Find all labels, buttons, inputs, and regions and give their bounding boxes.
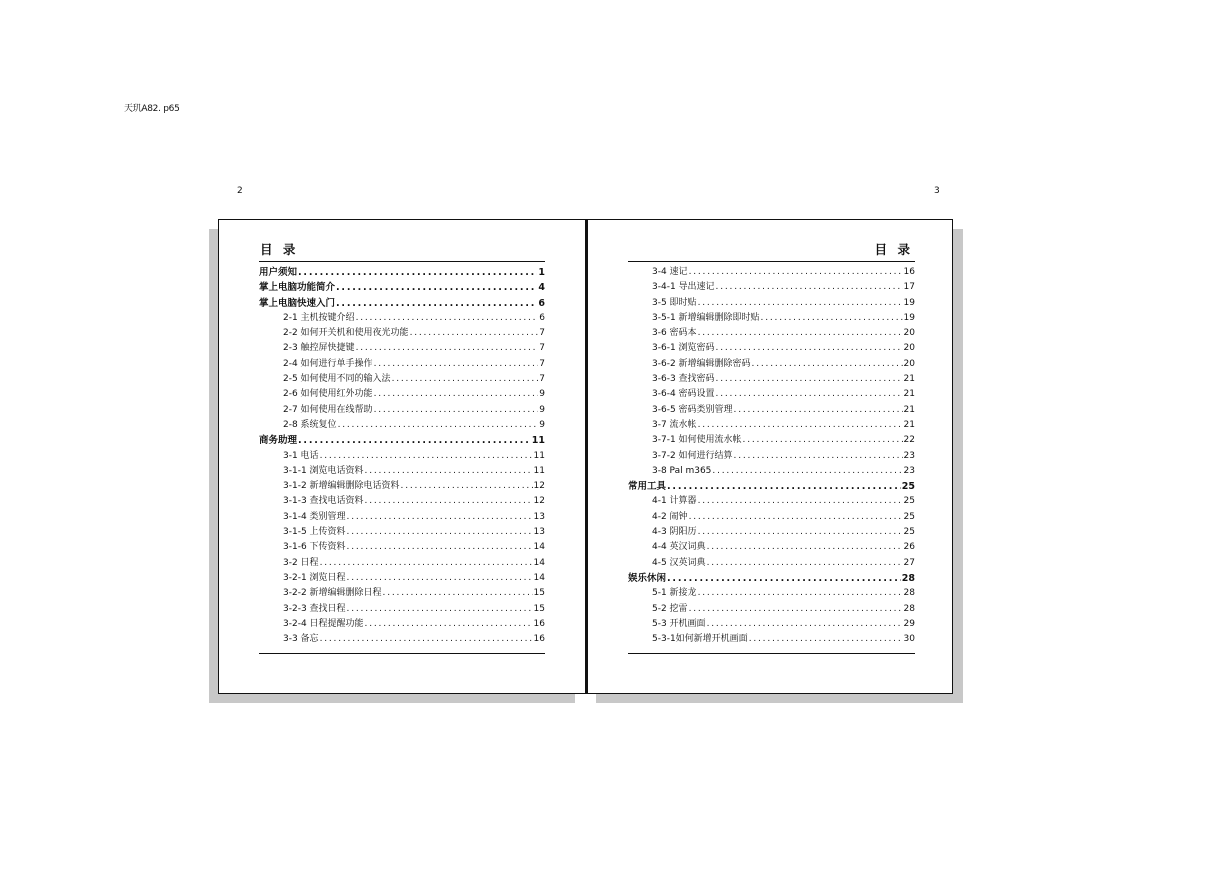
- dot-leader: [401, 479, 533, 494]
- toc-entry-page: 7: [539, 343, 545, 354]
- toc-entry-title: 3-1-3 查找电话资料: [283, 496, 364, 507]
- toc-entry[interactable]: [259, 632, 545, 647]
- toc-entry-title: 5-3-1如何新增开机画面: [652, 634, 748, 645]
- file-name-label: 天玑A82. p65: [124, 104, 180, 114]
- toc-entry-title: 2-2 如何开关机和使用夜光功能: [283, 328, 409, 339]
- toc-entry[interactable]: [259, 525, 545, 540]
- toc-entry[interactable]: [628, 357, 915, 372]
- toc-entry[interactable]: [628, 403, 915, 418]
- toc-entry-page: 23: [903, 465, 915, 476]
- toc-entry-page: 13: [533, 527, 545, 538]
- toc-entry[interactable]: [628, 586, 915, 601]
- toc-entry-page: 14: [533, 557, 545, 568]
- toc-entry[interactable]: [259, 265, 545, 280]
- toc-entry[interactable]: [628, 556, 915, 571]
- dot-leader: [374, 387, 539, 402]
- toc-entry[interactable]: [259, 311, 545, 326]
- toc-entry[interactable]: [259, 602, 545, 617]
- toc-entry-page: 14: [533, 572, 545, 583]
- toc-entry[interactable]: [628, 494, 915, 509]
- dot-leader: [707, 617, 903, 632]
- toc-entry[interactable]: [259, 387, 545, 402]
- dot-leader: [356, 341, 539, 356]
- toc-entry[interactable]: [628, 341, 915, 356]
- dot-leader: [347, 602, 533, 617]
- toc-entry-title: 2-5 如何使用不同的输入法: [283, 374, 391, 385]
- toc-entry[interactable]: [259, 341, 545, 356]
- toc-entry-title: 3-7-1 如何使用流水帐: [652, 435, 742, 446]
- toc-entry-title: 3-6-1 浏览密码: [652, 343, 715, 354]
- toc-entry-page: 11: [533, 450, 545, 461]
- toc-entry-page: 16: [533, 618, 545, 629]
- toc-entry-title: 商务助理: [259, 435, 298, 447]
- toc-entry-page: 12: [533, 481, 545, 492]
- toc-entry-page: 25: [901, 481, 915, 493]
- dot-leader: [734, 449, 903, 464]
- toc-entry-title: 5-2 挖雷: [652, 603, 688, 614]
- dot-leader: [383, 586, 533, 601]
- toc-entry-title: 3-2 日程: [283, 557, 319, 568]
- footer-rule: [628, 653, 915, 654]
- toc-entry-page: 22: [903, 435, 915, 446]
- toc-entry-title: 3-6-2 新增编辑删除密码: [652, 358, 751, 369]
- toc-entry[interactable]: [259, 586, 545, 601]
- right-page-number: 3: [934, 186, 940, 196]
- toc-entry-title: 3-6-3 查找密码: [652, 374, 715, 385]
- toc-entry-page: 23: [903, 450, 915, 461]
- toc-entry-page: 11: [531, 435, 545, 447]
- toc-entry-title: 2-7 如何使用在线帮助: [283, 404, 373, 415]
- toc-entry[interactable]: [628, 540, 915, 555]
- toc-entry[interactable]: [259, 617, 545, 632]
- toc-entry-page: 26: [903, 542, 915, 553]
- toc-entry-page: 21: [903, 374, 915, 385]
- toc-entry-page: 29: [903, 618, 915, 629]
- toc-entry-title: 3-6-4 密码设置: [652, 389, 715, 400]
- dot-leader: [761, 311, 903, 326]
- toc-entry-page: 21: [903, 419, 915, 430]
- dot-leader: [698, 418, 903, 433]
- toc-entry-page: 20: [903, 328, 915, 339]
- toc-entry-title: 3-5 即时贴: [652, 297, 697, 308]
- toc-entry-title: 3-3 备忘: [283, 634, 319, 645]
- dot-leader: [336, 280, 537, 295]
- toc-entry[interactable]: [259, 296, 545, 311]
- toc-entry-page: 12: [533, 496, 545, 507]
- toc-entry[interactable]: [628, 265, 915, 280]
- toc-entry-page: 6: [538, 297, 545, 309]
- left-page: [218, 219, 586, 694]
- toc-entry-title: 3-6 密码本: [652, 328, 697, 339]
- dot-leader: [734, 403, 903, 418]
- left-page-number: 2: [237, 186, 243, 196]
- toc-entry-page: 28: [901, 572, 915, 584]
- toc-entry-title: 2-4 如何进行单手操作: [283, 358, 373, 369]
- toc-entry-title: 3-4 速记: [652, 267, 688, 277]
- toc-entry-page: 15: [533, 603, 545, 614]
- toc-entry-title: 掌上电脑快速入门: [259, 297, 336, 309]
- heading-rule: [259, 261, 545, 262]
- toc-entry-page: 19: [903, 297, 915, 308]
- toc-list: [259, 265, 545, 647]
- toc-entry-page: 28: [903, 603, 915, 614]
- toc-entry[interactable]: [628, 617, 915, 632]
- toc-entry-title: 3-7-2 如何进行结算: [652, 450, 733, 461]
- dot-leader: [347, 571, 533, 586]
- dot-leader: [347, 540, 533, 555]
- dot-leader: [698, 494, 903, 509]
- toc-entry-title: 3-1-5 上传资料: [283, 527, 346, 538]
- dot-leader: [707, 540, 903, 555]
- toc-entry[interactable]: [628, 510, 915, 525]
- dot-leader: [716, 341, 903, 356]
- dot-leader: [743, 433, 903, 448]
- toc-entry[interactable]: [259, 326, 545, 341]
- dot-leader: [698, 296, 903, 311]
- toc-entry[interactable]: [628, 387, 915, 402]
- toc-entry[interactable]: [628, 449, 915, 464]
- toc-entry[interactable]: [628, 326, 915, 341]
- dot-leader: [356, 311, 539, 326]
- toc-entry-page: 21: [903, 389, 915, 400]
- toc-entry-page: 7: [539, 328, 545, 339]
- dot-leader: [320, 449, 533, 464]
- toc-entry-title: 娱乐休闲: [628, 572, 667, 584]
- toc-entry-title: 3-1-6 下传资料: [283, 542, 346, 553]
- toc-entry-page: 1: [538, 267, 545, 278]
- toc-entry-title: 5-3 开机画面: [652, 618, 706, 629]
- dot-leader: [298, 265, 537, 280]
- dot-leader: [689, 602, 903, 617]
- heading-rule: [628, 261, 915, 262]
- toc-entry[interactable]: [259, 433, 545, 448]
- toc-entry-title: 3-2-2 新增编辑删除日程: [283, 588, 382, 599]
- toc-entry-page: 9: [539, 419, 545, 430]
- dot-leader: [716, 387, 903, 402]
- toc-entry-page: 9: [539, 389, 545, 400]
- toc-entry[interactable]: [259, 540, 545, 555]
- right-page: [586, 219, 953, 694]
- toc-entry-title: 3-4-1 导出速记: [652, 282, 715, 293]
- dot-leader: [365, 464, 533, 479]
- toc-entry-page: 15: [533, 588, 545, 599]
- toc-entry-title: 3-5-1 新增编辑删除即时贴: [652, 312, 760, 323]
- toc-entry-page: 27: [903, 557, 915, 568]
- toc-entry-page: 4: [538, 282, 545, 294]
- toc-entry-page: 17: [903, 282, 915, 293]
- toc-entry-title: 4-1 计算器: [652, 496, 697, 507]
- toc-entry[interactable]: [259, 464, 545, 479]
- toc-entry-title: 3-2-4 日程提醒功能: [283, 618, 364, 629]
- toc-heading: 目 录: [260, 242, 299, 257]
- toc-entry-title: 3-1 电话: [283, 450, 319, 461]
- toc-entry-title: 2-1 主机按键介绍: [283, 312, 355, 323]
- dot-leader: [712, 464, 902, 479]
- toc-entry-title: 5-1 新接龙: [652, 588, 697, 599]
- dot-leader: [320, 632, 533, 647]
- toc-entry-page: 21: [903, 404, 915, 415]
- toc-entry[interactable]: [628, 311, 915, 326]
- toc-entry-page: 14: [533, 542, 545, 553]
- toc-entry-page: 11: [533, 465, 545, 476]
- toc-entry-title: 2-6 如何使用红外功能: [283, 389, 373, 400]
- toc-entry[interactable]: [259, 510, 545, 525]
- toc-entry[interactable]: [259, 449, 545, 464]
- toc-entry[interactable]: [628, 602, 915, 617]
- dot-leader: [698, 525, 903, 540]
- toc-entry-title: 3-1-2 新增编辑删除电话资料: [283, 481, 400, 492]
- dot-leader: [698, 326, 903, 341]
- toc-entry[interactable]: [259, 418, 545, 433]
- dot-leader: [689, 265, 903, 280]
- toc-entry-page: 7: [539, 374, 545, 385]
- toc-entry-title: 掌上电脑功能简介: [259, 282, 336, 294]
- toc-entry-page: 20: [903, 358, 915, 369]
- dot-leader: [749, 632, 903, 647]
- toc-entry-title: 2-8 系统复位: [283, 419, 337, 430]
- toc-entry[interactable]: [259, 479, 545, 494]
- toc-entry-page: 25: [903, 527, 915, 538]
- dot-leader: [298, 433, 531, 448]
- dot-leader: [667, 571, 901, 586]
- toc-entry-page: 25: [903, 496, 915, 507]
- toc-entry-page: 6: [539, 312, 545, 323]
- toc-entry[interactable]: [628, 280, 915, 295]
- dot-leader: [689, 510, 903, 525]
- toc-entry-page: 28: [903, 588, 915, 599]
- toc-entry-title: 常用工具: [628, 481, 667, 493]
- toc-entry-title: 3-1-1 浏览电话资料: [283, 465, 364, 476]
- toc-entry-page: 30: [903, 634, 915, 645]
- dot-leader: [336, 296, 537, 311]
- toc-entry-page: 19: [903, 312, 915, 323]
- toc-entry[interactable]: [259, 571, 545, 586]
- dot-leader: [752, 357, 903, 372]
- toc-entry[interactable]: [628, 464, 915, 479]
- dot-leader: [392, 372, 539, 387]
- toc-entry[interactable]: [628, 632, 915, 647]
- toc-entry-title: 3-6-5 密码类别管理: [652, 404, 733, 415]
- toc-entry-title: 3-8 Pal m365: [652, 465, 712, 476]
- dot-leader: [365, 617, 533, 632]
- dot-leader: [320, 556, 533, 571]
- toc-entry-title: 3-2-3 查找日程: [283, 603, 346, 614]
- toc-entry[interactable]: [628, 525, 915, 540]
- toc-entry-title: 4-4 英汉词典: [652, 542, 706, 553]
- toc-entry-title: 4-5 汉英词典: [652, 557, 706, 568]
- dot-leader: [667, 479, 901, 494]
- toc-entry-page: 20: [903, 343, 915, 354]
- toc-entry-title: 用户须知: [259, 267, 298, 278]
- toc-entry-title: 4-3 阴阳历: [652, 527, 697, 538]
- toc-entry[interactable]: [628, 296, 915, 311]
- dot-leader: [707, 556, 903, 571]
- toc-entry[interactable]: [259, 494, 545, 509]
- dot-leader: [716, 372, 903, 387]
- dot-leader: [716, 280, 903, 295]
- toc-entry-page: 7: [539, 358, 545, 369]
- toc-entry-page: 16: [903, 267, 915, 277]
- toc-entry[interactable]: [259, 357, 545, 372]
- toc-entry[interactable]: [259, 372, 545, 387]
- toc-entry-page: 13: [533, 511, 545, 522]
- dot-leader: [347, 510, 533, 525]
- toc-entry-title: 3-1-4 类别管理: [283, 511, 346, 522]
- toc-entry[interactable]: [628, 433, 915, 448]
- dot-leader: [410, 326, 539, 341]
- dot-leader: [698, 586, 903, 601]
- toc-entry[interactable]: [628, 372, 915, 387]
- toc-entry-title: 3-2-1 浏览日程: [283, 572, 346, 583]
- dot-leader: [374, 357, 539, 372]
- toc-entry[interactable]: [628, 418, 915, 433]
- dot-leader: [338, 418, 539, 433]
- toc-entry[interactable]: [628, 571, 915, 586]
- toc-heading: 目 录: [874, 242, 913, 257]
- toc-entry[interactable]: [259, 403, 545, 418]
- toc-entry-page: 16: [533, 634, 545, 645]
- toc-entry-page: 9: [539, 404, 545, 415]
- toc-entry-page: 25: [903, 511, 915, 522]
- dot-leader: [365, 494, 533, 509]
- toc-entry-title: 2-3 触控屏快捷键: [283, 343, 355, 354]
- toc-list: [628, 265, 915, 647]
- toc-entry[interactable]: [259, 280, 545, 295]
- dot-leader: [347, 525, 533, 540]
- dot-leader: [374, 403, 539, 418]
- footer-rule: [259, 653, 545, 654]
- toc-entry[interactable]: [259, 556, 545, 571]
- toc-entry-title: 3-7 流水帐: [652, 419, 697, 430]
- toc-entry[interactable]: [628, 479, 915, 494]
- toc-entry-title: 4-2 闹钟: [652, 511, 688, 522]
